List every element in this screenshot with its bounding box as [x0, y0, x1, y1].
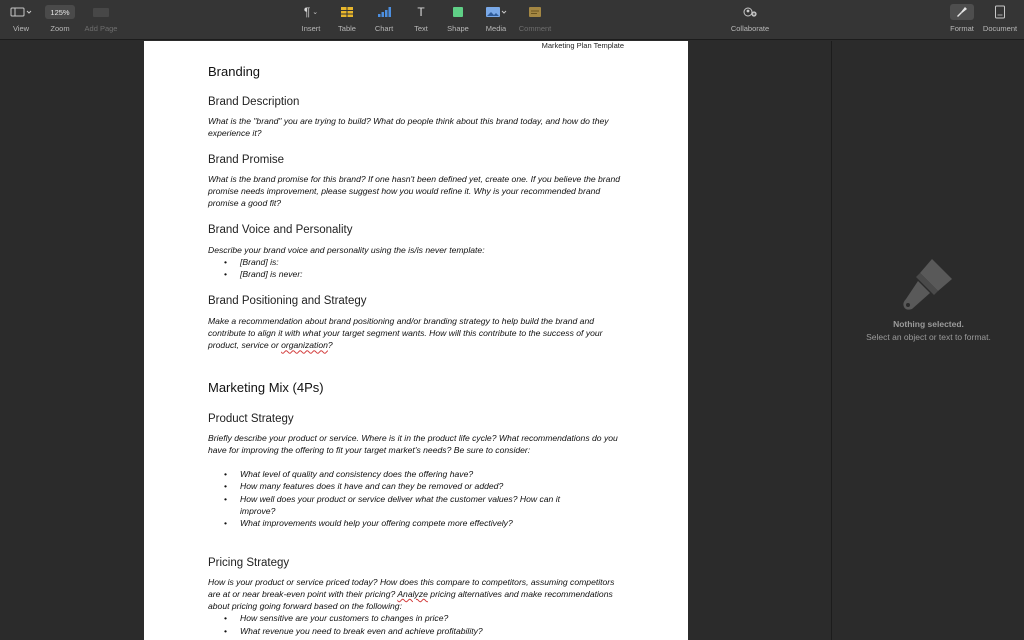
heading-brand-positioning: Brand Positioning and Strategy	[208, 295, 367, 307]
list-item[interactable]: • How many features does it have and can they be removed or added?	[208, 480, 592, 492]
format-button[interactable]	[946, 0, 978, 40]
brand-description-text[interactable]: What is the "brand" you are trying to build? What do people think about this brand today, and how do they experience it?	[208, 116, 609, 139]
chart-label: Chart	[374, 24, 394, 33]
document-button[interactable]	[980, 0, 1020, 40]
zoom-value[interactable]: 125%	[45, 5, 75, 19]
shape-icon	[452, 0, 464, 24]
comment-icon	[528, 0, 542, 24]
spelling-flag-analyze: Analyze	[397, 589, 428, 600]
comment-button[interactable]	[516, 0, 554, 40]
list-item[interactable]: • How sensitive are your customers to changes in price?	[208, 612, 592, 624]
view-button[interactable]	[6, 0, 36, 40]
collaborate-label: Collaborate	[730, 24, 770, 33]
document-page[interactable]	[144, 41, 688, 640]
table-button[interactable]	[334, 0, 360, 40]
brand-promise-text[interactable]: What is the brand promise for this brand? If one hasn't been defined yet, create one. If you believe the brand promise needs improvement, please suggest how you would refine it. Why is your recommended brand promise a good fit?	[208, 174, 621, 209]
paintbrush-icon	[950, 0, 974, 24]
heading-branding: Branding	[208, 64, 261, 79]
product-strategy-text[interactable]: Briefly describe your product or service. Where is it in the product life cycle? What recommendations do you have for improving the offering to fit your target market's needs? Be sure to consider:	[208, 433, 618, 456]
heading-brand-description: Brand Description	[208, 96, 300, 108]
text-button[interactable]	[408, 0, 434, 40]
shape-button[interactable]	[444, 0, 472, 40]
chart-icon	[377, 0, 391, 24]
list-item[interactable]: • [Brand] is:	[208, 256, 592, 268]
media-icon	[485, 0, 507, 24]
spelling-flag-organization: organization	[281, 340, 328, 351]
page-header: Marketing Plan Template	[541, 41, 624, 50]
table-icon	[340, 0, 354, 24]
list-item[interactable]: • What improvements would help your offering compete more effectively?	[208, 517, 592, 529]
heading-brand-voice: Brand Voice and Personality	[208, 224, 353, 236]
brand-positioning-text[interactable]	[208, 315, 624, 352]
chart-button[interactable]	[370, 0, 398, 40]
zoom-label: Zoom	[50, 24, 70, 33]
sidebar-view-icon	[10, 0, 32, 24]
brand-voice-text[interactable]: Describe your brand voice and personality using the is/is never template:	[208, 245, 485, 255]
view-label: View	[12, 24, 30, 33]
heading-marketing-mix: Marketing Mix (4Ps)	[208, 380, 324, 395]
media-label: Media	[485, 24, 507, 33]
text-label: Text	[414, 24, 428, 33]
format-label: Format	[950, 24, 974, 33]
toolbar	[0, 0, 1024, 40]
document-canvas[interactable]	[0, 41, 831, 640]
paragraph-icon: ¶ ⌄	[303, 5, 319, 19]
comment-label: Comment	[518, 24, 552, 33]
media-button[interactable]	[482, 0, 510, 40]
format-sidebar	[831, 41, 1024, 640]
list-item[interactable]: • [Brand] is never:	[208, 268, 592, 280]
collaborate-button[interactable]	[726, 0, 774, 40]
shape-label: Shape	[447, 24, 469, 33]
brand-positioning-text-pre: Make a recommendation about brand positioning and/or branding strategy to help build the brand and contribute to align it with what your target segment wants. How will this contribute to the success of your product, service or	[208, 316, 603, 351]
insert-label: Insert	[301, 24, 321, 33]
add-page-button[interactable]	[82, 0, 120, 40]
paintbrush-placeholder-icon	[898, 251, 960, 318]
heading-product-strategy: Product Strategy	[208, 413, 294, 425]
add-page-icon	[91, 0, 111, 24]
pricing-strategy-text-post: pricing alternatives and make recommendations about pricing going forward based on the following:	[208, 589, 613, 612]
nothing-selected-title: Nothing selected.	[893, 319, 964, 329]
document-icon	[994, 0, 1006, 24]
insert-button[interactable]	[296, 0, 326, 40]
pricing-strategy-text[interactable]	[208, 576, 624, 613]
pricing-strategy-text-pre: How is your product or service priced today? How does this compare to competitors, assuming competitors are at or near break-even point with their pricing?	[208, 577, 615, 600]
document-label: Document	[982, 24, 1018, 33]
table-label: Table	[338, 24, 356, 33]
list-item[interactable]: • What level of quality and consistency does the offering have?	[208, 468, 592, 480]
collaborate-icon	[742, 0, 758, 24]
heading-brand-promise: Brand Promise	[208, 154, 285, 166]
nothing-selected-subtitle: Select an object or text to format.	[866, 332, 991, 342]
zoom-control[interactable]	[44, 0, 76, 40]
list-item[interactable]: • What revenue you need to break even and achieve profitability?	[208, 625, 592, 637]
heading-pricing-strategy: Pricing Strategy	[208, 557, 290, 569]
brand-positioning-text-post: ?	[327, 340, 333, 351]
add-page-label: Add Page	[84, 24, 118, 33]
list-item[interactable]: • How well does your product or service deliver what the customer values? How can it improve?	[208, 493, 592, 517]
text-box-icon: T	[417, 5, 425, 19]
